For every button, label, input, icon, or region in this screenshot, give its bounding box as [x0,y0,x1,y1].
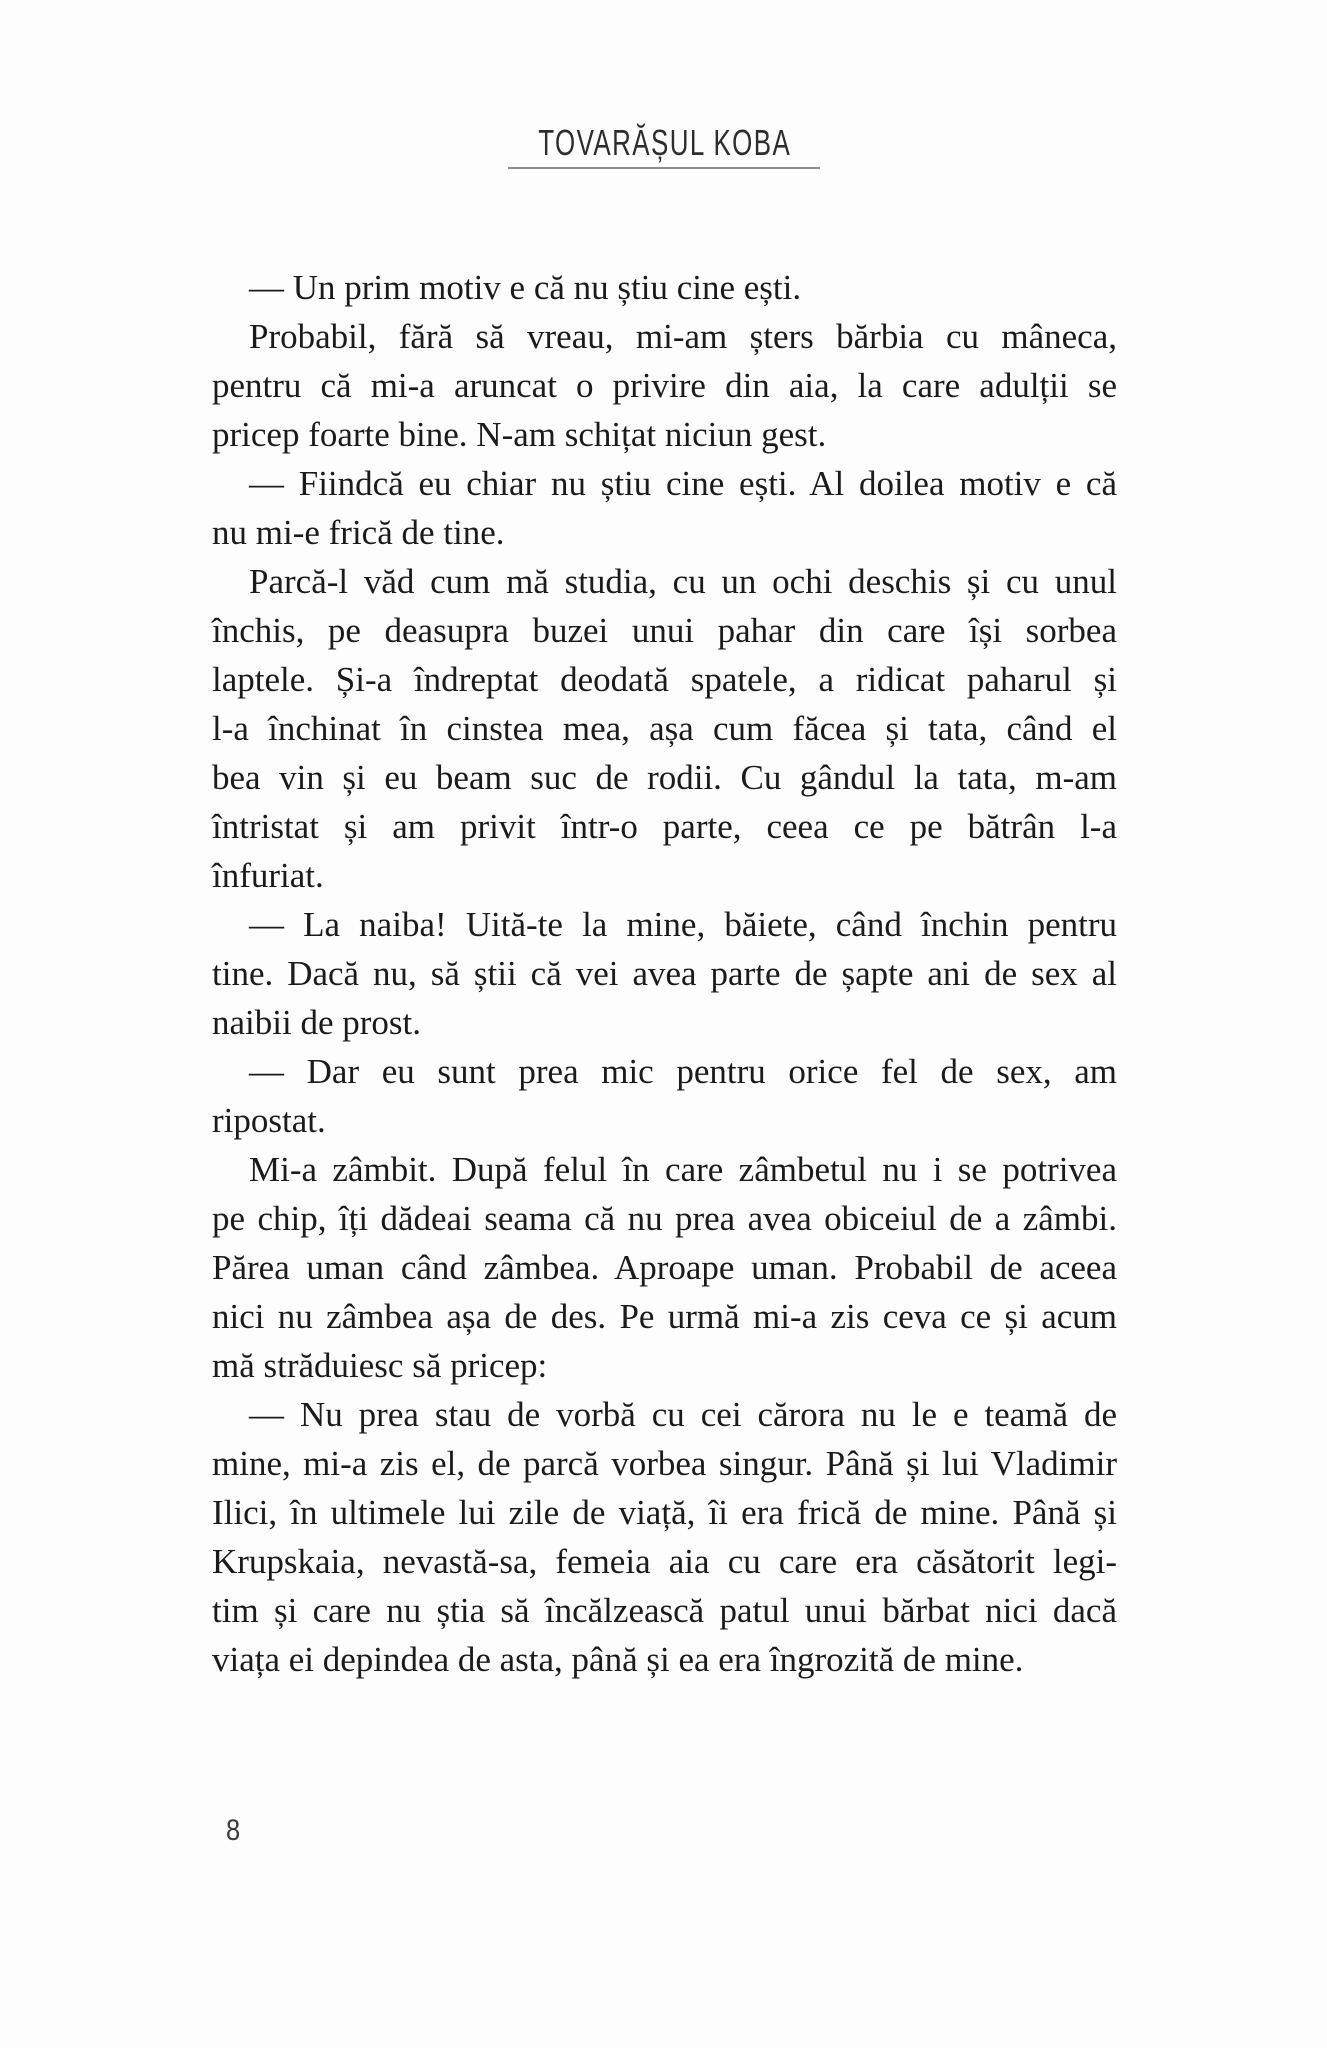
text-line: Probabil, fără să vreau, mi-am șters bărbia cu mâneca, [249,317,1117,356]
text-line: pe chip, îți dădeai seama că nu prea avea obiceiul de a zâmbi. [212,1199,1117,1238]
text-line: Ilici, în ultimele lui zile de viață, îi era frică de mine. Până și [212,1493,1117,1532]
text-line: ripostat. [212,1101,326,1140]
text-line: laptele. Și-a îndreptat deodată spatele, a ridicat paharul și [212,660,1117,699]
text-line: mă străduiesc să pricep: [212,1346,548,1385]
text-line: — Nu prea stau de vorbă cu cei cărora nu le e teamă de [249,1395,1117,1434]
text-line: înfuriat. [212,856,324,895]
text-line: pentru că mi-a aruncat o privire din aia, la care adulții se [212,366,1117,405]
text-line: pricep foarte bine. N-am schițat niciun gest. [212,415,827,454]
text-line: nu mi-e frică de tine. [212,513,505,552]
text-line: închis, pe deasupra buzei unui pahar din care își sorbea [212,611,1117,650]
text-line: tim și care nu știa să încălzească patul unui bărbat nici dacă [212,1591,1117,1630]
text-line: tine. Dacă nu, să știi că vei avea parte de șapte ani de sex al [212,954,1117,993]
text-line: l-a închinat în cinstea mea, așa cum făcea și tata, când el [212,709,1117,748]
header-rule [508,167,820,169]
page-number: 8 [226,1814,241,1847]
text-line: Parcă-l văd cum mă studia, cu un ochi deschis și cu unul [249,562,1117,601]
text-line: naibii de prost. [212,1003,421,1042]
text-line: — Dar eu sunt prea mic pentru orice fel de sex, am [249,1052,1117,1091]
text-line: — Fiindcă eu chiar nu știu cine ești. Al doilea motiv e că [249,464,1117,503]
chapter-title: TOVARĂȘUL KOBA [537,122,792,163]
text-line: întristat și am privit într-o parte, ceea ce pe bătrân l-a [212,807,1117,846]
running-header [212,122,1117,164]
text-line: bea vin și eu beam suc de rodii. Cu gândul la tata, m-am [212,758,1117,797]
body-text [212,263,1117,1684]
text-line: nici nu zâmbea așa de des. Pe urmă mi-a zis ceva ce și acum [212,1297,1117,1336]
text-line: viața ei depindea de asta, până și ea era îngrozită de mine. [212,1640,1024,1679]
text-line: Mi-a zâmbit. După felul în care zâmbetul nu i se potrivea [249,1150,1117,1189]
text-line: mine, mi-a zis el, de parcă vorbea singur. Până și lui Vladimir [212,1444,1117,1483]
text-line: Krupskaia, nevastă-sa, femeia aia cu care era căsătorit legi- [212,1542,1117,1581]
text-line: Părea uman când zâmbea. Aproape uman. Probabil de aceea [212,1248,1117,1287]
text-line: — La naiba! Uită-te la mine, băiete, când închin pentru [249,905,1117,944]
text-line: — Un prim motiv e că nu știu cine ești. [249,268,802,307]
